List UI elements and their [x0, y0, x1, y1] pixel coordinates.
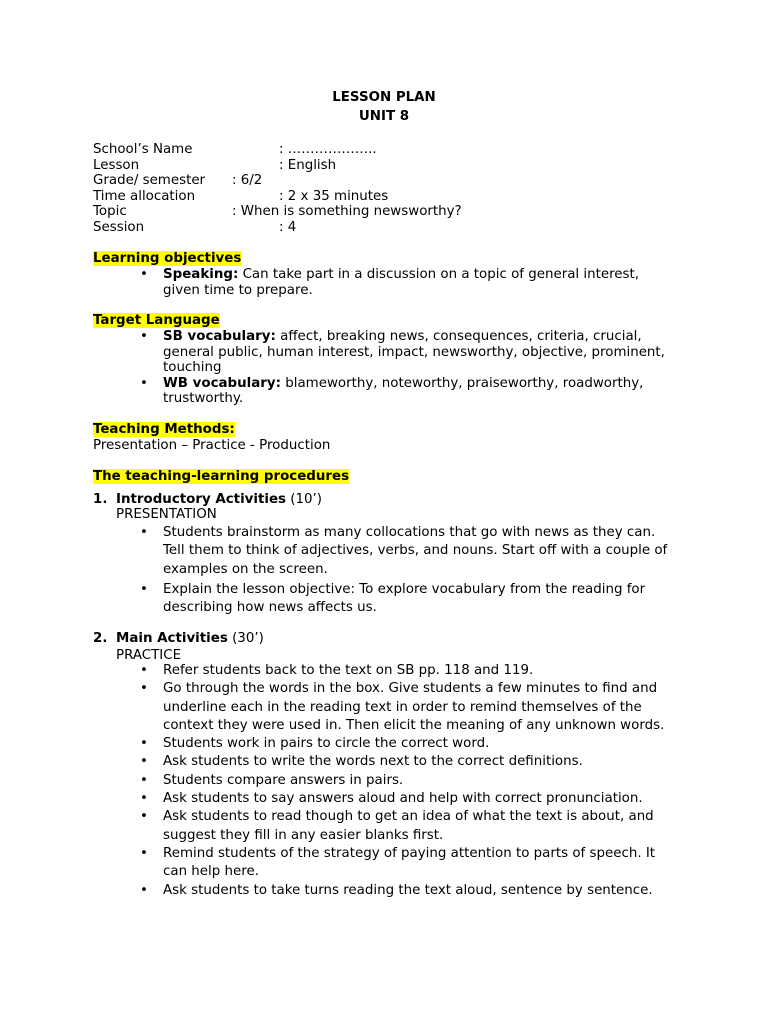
info-label: Session — [93, 220, 145, 235]
item-text: Can take part in a discussion on a topic of general interest, given time to prepare. — [163, 267, 640, 298]
info-label: Grade/ semester — [93, 173, 206, 188]
info-value: : ……………….. — [279, 142, 377, 157]
item-bold-label: SB vocabulary: — [163, 329, 276, 344]
section-title: Introductory Activities — [116, 492, 287, 507]
info-row-lesson — [93, 158, 337, 174]
info-row-topic — [93, 204, 462, 220]
info-value: : 4 — [279, 220, 297, 235]
info-row-school — [93, 142, 377, 158]
item-text: affect, breaking news, consequences, criteria, crucial, general public, human interest, impact, newsworthy, objective, prominent, touching — [163, 329, 665, 376]
section-time: (30’) — [227, 631, 264, 646]
list-item — [140, 376, 680, 407]
info-value: : English — [279, 158, 337, 173]
section-heading-main — [93, 631, 264, 647]
list-item: • Ask students to take turns reading the text aloud, sentence by sentence. — [140, 882, 680, 900]
objectives-heading: Learning objectives — [93, 251, 242, 266]
info-row-session — [93, 220, 297, 236]
list-item: • Ask students to say answers aloud and help with correct pronunciation. — [140, 790, 680, 808]
methods-text: Presentation – Practice - Production — [93, 438, 331, 453]
list-item: • Students brainstorm as many collocations that go with news as they can. Tell them to think of adjectives, verbs, and nouns. Start off with a couple of examples on the screen. — [140, 524, 680, 579]
section-heading-intro — [93, 492, 322, 508]
item-bold-label: WB vocabulary: — [163, 375, 281, 391]
unit-title: UNIT 8 — [358, 109, 410, 124]
info-label: Lesson — [93, 158, 140, 173]
list-item: • Ask students to write the words next to the correct definitions. — [140, 753, 680, 771]
section-number: 2. — [93, 631, 108, 646]
document-title: LESSON PLAN — [332, 90, 436, 105]
list-item: • Students work in pairs to circle the correct word. — [140, 735, 680, 753]
list-item: • Ask students to read though to get an idea of what the text is about, and suggest they fill in any easier blanks first. — [140, 808, 680, 845]
list-item: • Students compare answers in pairs. — [140, 772, 680, 790]
procedures-heading: The teaching-learning procedures — [93, 469, 350, 484]
list-item: • Go through the words in the box. Give students a few minutes to find and underline each in the reading text in order to remind themselves of the context they were used in. Then elicit the meaning of any unknown words. — [140, 680, 680, 735]
info-label: School’s Name — [93, 142, 193, 157]
objectives-list — [140, 267, 680, 298]
section-number: 1. — [93, 492, 108, 507]
item-text: blameworthy, noteworthy, praiseworthy, roadworthy, trustworthy. — [163, 375, 644, 407]
intro-activities-list — [140, 524, 680, 617]
info-label: Time allocation — [93, 189, 196, 204]
methods-heading: Teaching Methods: — [93, 422, 235, 437]
list-item: • Explain the lesson objective: To explore vocabulary from the reading for describing how news affects us. — [140, 581, 680, 618]
item-bold-label: Speaking: — [163, 267, 239, 282]
main-activities-list — [140, 662, 680, 900]
target-language-list — [140, 329, 680, 407]
section-time: (10’) — [286, 492, 323, 507]
section-title: Main Activities — [116, 631, 228, 646]
stage-label: PRESENTATION — [116, 507, 217, 522]
list-item — [140, 267, 680, 298]
info-value: : When is something newsworthy? — [232, 204, 462, 219]
info-row-time — [93, 189, 389, 205]
info-value: : 2 x 35 minutes — [279, 189, 389, 204]
list-item: • Remind students of the strategy of paying attention to parts of speech. It can help here. — [140, 845, 680, 882]
target-language-heading: Target Language — [93, 313, 220, 328]
list-item — [140, 329, 680, 376]
list-item: • Refer students back to the text on SB pp. 118 and 119. — [140, 662, 680, 680]
info-value: : 6/2 — [232, 173, 263, 188]
info-row-grade — [93, 173, 263, 189]
stage-label: PRACTICE — [116, 648, 182, 663]
info-label: Topic — [93, 204, 127, 219]
